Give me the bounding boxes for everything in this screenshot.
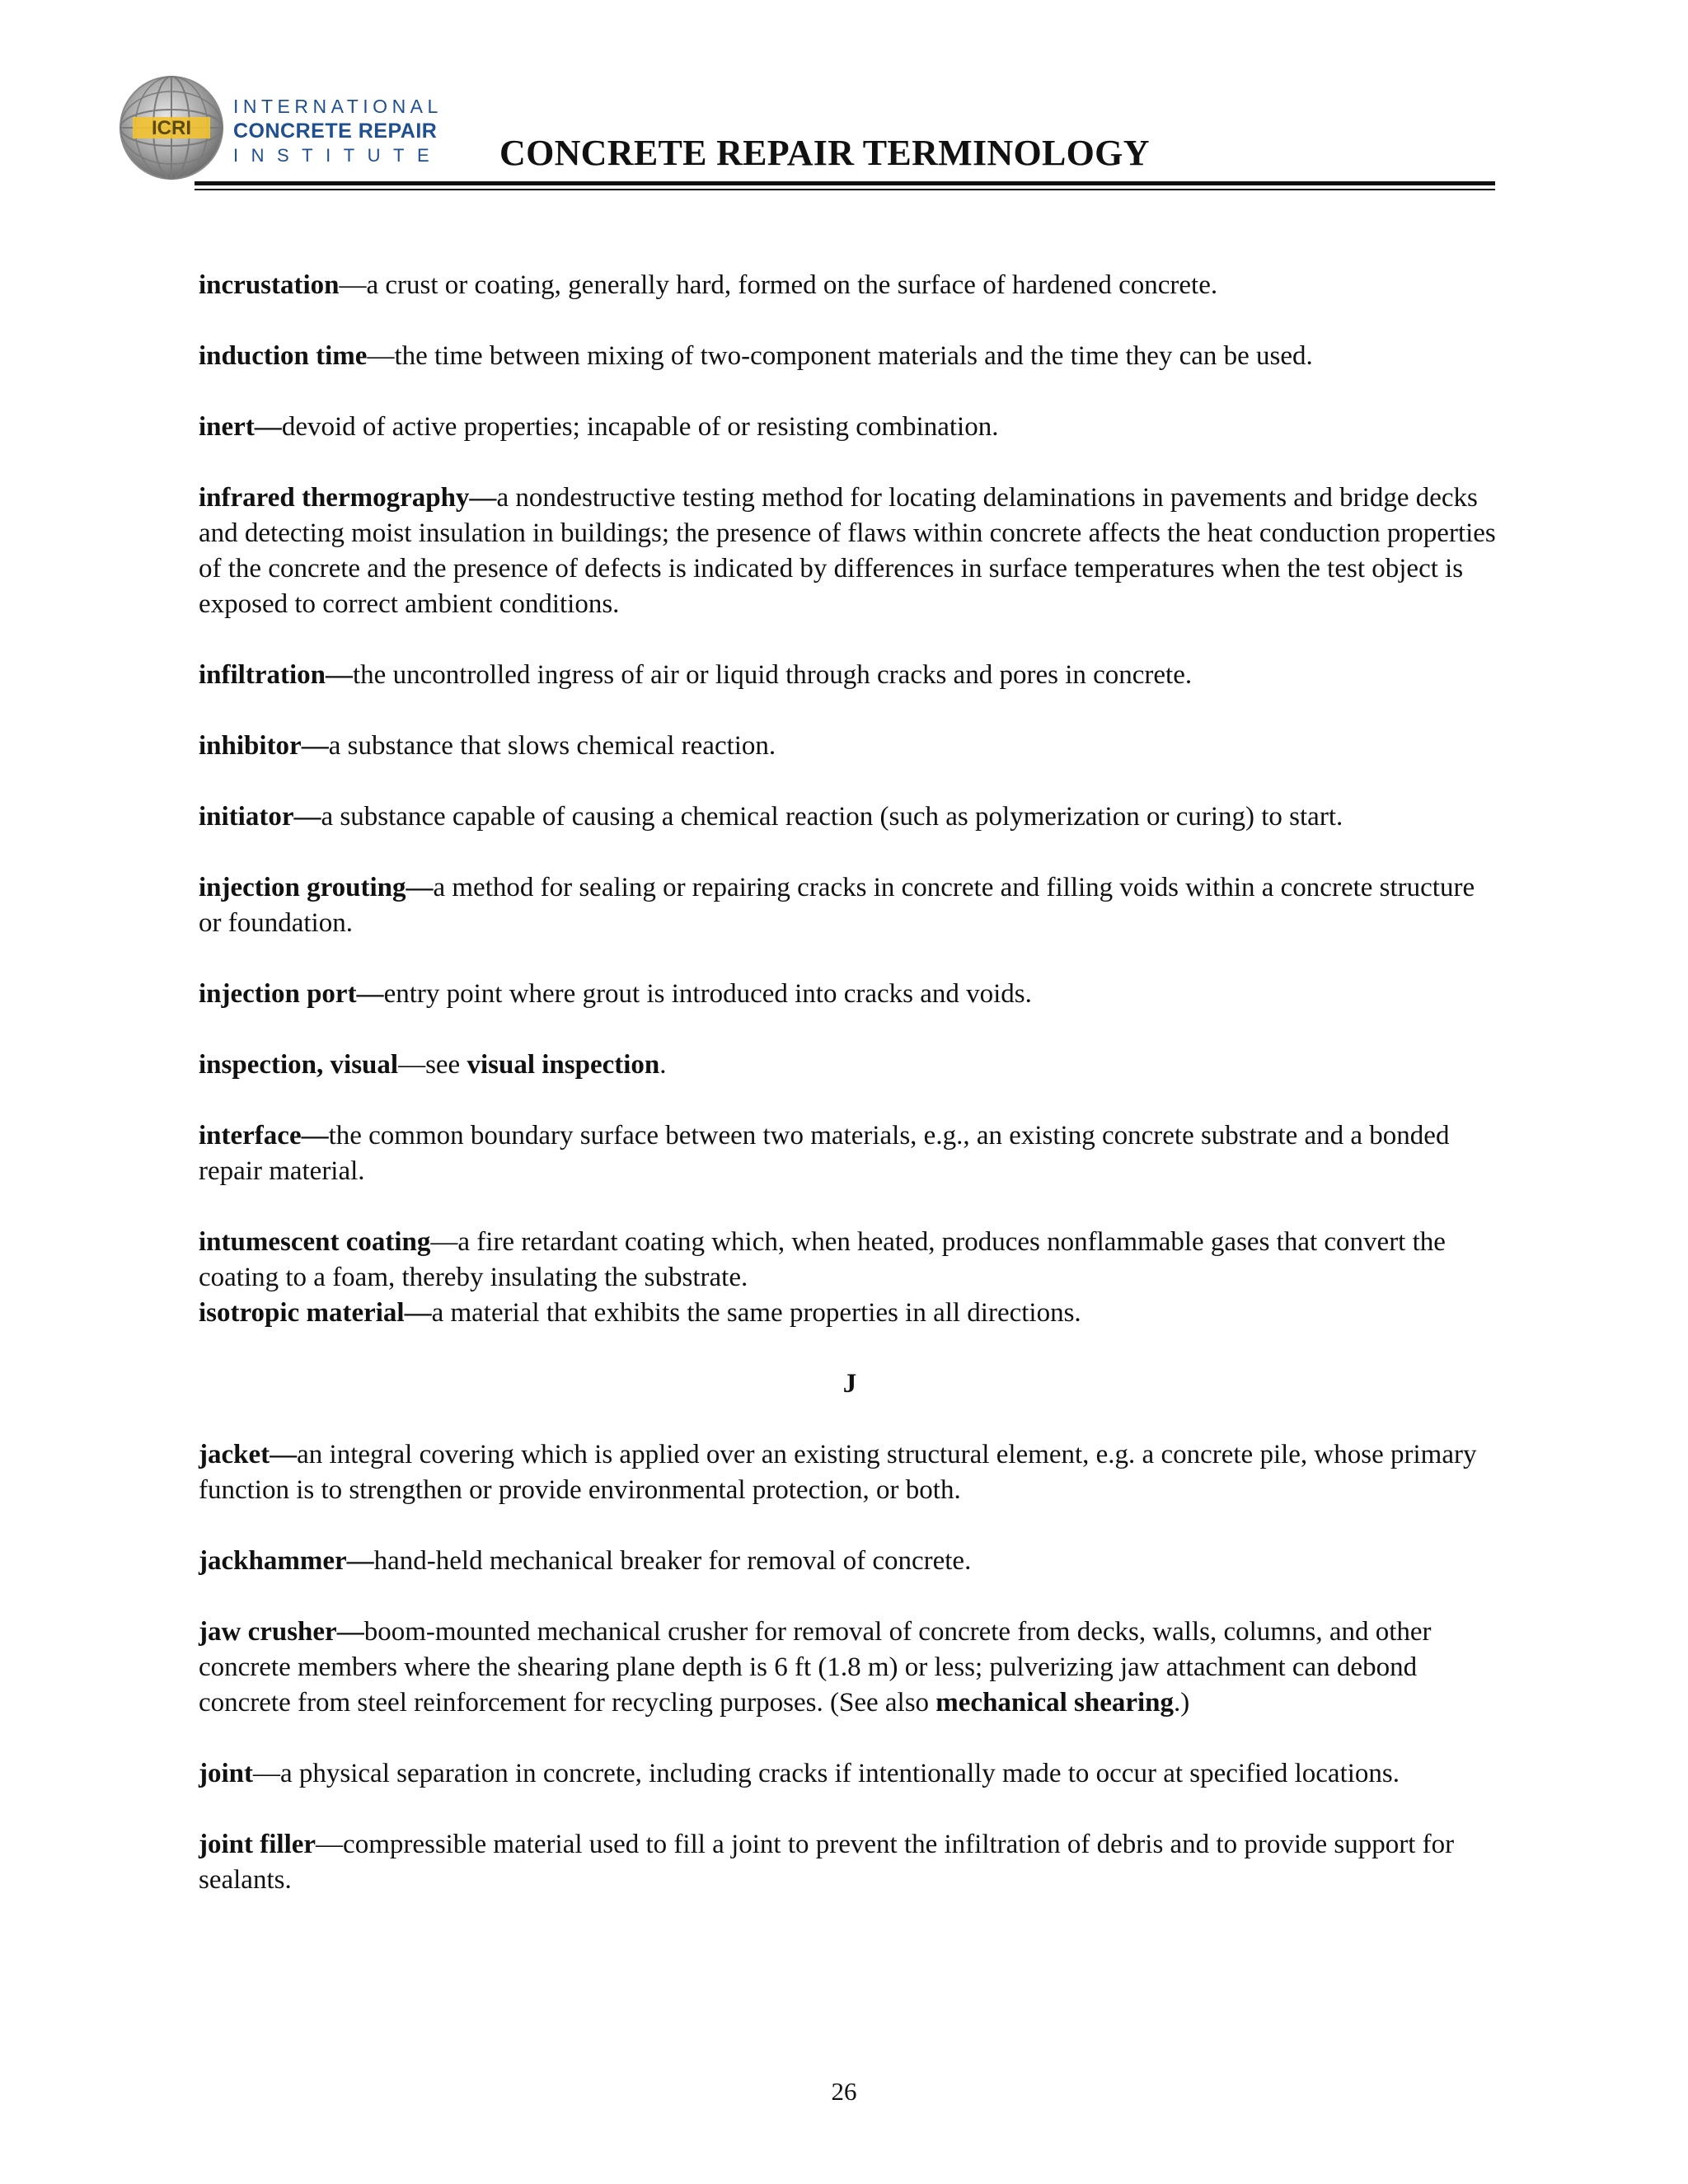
entry-definition: compressible material used to fill a joint to prevent the infiltration of debris and to provide support for sealants. <box>199 1830 1455 1895</box>
entry-end: .) <box>1174 1688 1190 1718</box>
entry-term: inhibitor— <box>199 731 329 761</box>
org-name-line2: CONCRETE REPAIR <box>233 120 438 143</box>
entry-term: incrustation <box>199 270 340 300</box>
org-name-line1: INTERNATIONAL <box>233 96 443 117</box>
glossary-entry <box>199 1756 1501 1792</box>
glossary-entry <box>199 268 1501 303</box>
glossary-entry <box>199 977 1501 1012</box>
glossary-content <box>199 268 1501 1933</box>
entry-separator: — <box>367 341 395 371</box>
entry-term: injection grouting— <box>199 873 434 902</box>
glossary-entry <box>199 1544 1501 1579</box>
organization-name <box>233 94 443 168</box>
entry-term: inspection, visual <box>199 1050 399 1080</box>
glossary-entry <box>199 729 1501 764</box>
entry-term: induction time <box>199 341 368 371</box>
section-letter-j: J <box>842 1369 857 1399</box>
entry-definition: a fire retardant coating which, when heated, produces nonflammable gases that convert the coating to a foam, thereby insulating the substrate. <box>199 1227 1446 1292</box>
glossary-entry <box>199 410 1501 445</box>
header-rule-thick <box>195 181 1495 185</box>
org-name-line3: INSTITUTE <box>233 145 443 166</box>
entry-separator: — <box>339 270 367 300</box>
entry-term: jacket— <box>199 1440 298 1469</box>
entries-i2-group <box>199 1118 1501 1331</box>
entry-definition: a method for sealing or repairing cracks in concrete and filling voids within a concrete structure or foundation. <box>199 873 1475 938</box>
document-title: CONCRETE REPAIR TERMINOLOGY <box>499 133 1150 173</box>
entry-definition: a nondestructive testing method for locating delaminations in pavements and bridge decks and detecting moist insulation in buildings; the presence of flaws within concrete affects the heat conduction properties of the concrete and the presence of defects is indicated by differences in surface temperatures when the test object is exposed to correct ambient conditions. <box>199 483 1496 619</box>
entry-definition: entry point where grout is introduced into cracks and voids. <box>383 979 1032 1009</box>
glossary-entry <box>199 870 1501 941</box>
entry-separator: — <box>398 1050 426 1080</box>
entry-term: infiltration— <box>199 660 353 690</box>
entry-end: . <box>659 1050 667 1080</box>
glossary-entry <box>199 1225 1501 1296</box>
icri-globe-logo <box>118 74 225 181</box>
entry-cross-reference: mechanical shearing <box>935 1688 1175 1718</box>
entry-definition: a physical separation in concrete, including cracks if intentionally made to occur at specified locations. <box>280 1759 1400 1788</box>
entry-separator: — <box>316 1830 344 1859</box>
glossary-entry <box>199 799 1501 835</box>
entry-term: intumescent coating <box>199 1227 431 1257</box>
entry-definition: the time between mixing of two-component materials and the time they can be used. <box>394 341 1313 371</box>
entry-term: isotropic material— <box>199 1298 432 1328</box>
entries-i-group <box>199 268 1501 1012</box>
glossary-entry-jaw-crusher <box>199 1615 1501 1721</box>
entry-definition: the uncontrolled ingress of air or liquid through cracks and pores in concrete. <box>353 660 1193 690</box>
entry-term: joint filler <box>199 1830 316 1859</box>
entry-term: initiator— <box>199 802 321 832</box>
entries-j2-group <box>199 1756 1501 1898</box>
entry-separator: — <box>430 1227 458 1257</box>
entry-term: interface— <box>199 1121 329 1151</box>
glossary-entry <box>199 339 1501 374</box>
entry-definition: hand-held mechanical breaker for removal of concrete. <box>373 1546 972 1576</box>
entries-j-group <box>199 1437 1501 1579</box>
entry-definition: the common boundary surface between two materials, e.g., an existing concrete substrate and a bonded repair material. <box>199 1121 1450 1186</box>
entry-definition: a material that exhibits the same properties in all directions. <box>431 1298 1081 1328</box>
entry-term: jaw crusher— <box>199 1617 364 1647</box>
glossary-entry <box>199 1437 1501 1508</box>
page-header <box>0 0 1688 198</box>
entry-definition: a crust or coating, generally hard, formed on the surface of hardened concrete. <box>366 270 1218 300</box>
entry-term: injection port— <box>199 979 384 1009</box>
glossary-entry <box>199 1296 1501 1331</box>
entry-term: jackhammer— <box>199 1546 374 1576</box>
header-rule-thin <box>195 189 1495 190</box>
entry-separator: — <box>253 1759 280 1788</box>
glossary-entry-inspection-visual <box>199 1047 1501 1083</box>
svg-text:ICRI: ICRI <box>152 117 191 139</box>
entry-definition: devoid of active properties; incapable of or resisting combination. <box>281 412 999 442</box>
entry-definition: a substance capable of causing a chemical reaction (such as polymerization or curing) to start. <box>321 802 1343 832</box>
entry-definition: boom-mounted mechanical crusher for removal of concrete from decks, walls, columns, and other concrete members where the shearing plane depth is 6 ft (1.8 m) or less; pulverizing jaw attachment can debond concrete from steel reinforcement for recycling purposes. (See also <box>199 1617 1432 1718</box>
glossary-entry <box>199 658 1501 693</box>
entry-term: infrared thermography— <box>199 483 497 513</box>
glossary-entry <box>199 480 1501 622</box>
entry-see-text: see <box>425 1050 467 1080</box>
entry-definition: a substance that slows chemical reaction. <box>328 731 776 761</box>
entry-definition: an integral covering which is applied over an existing structural element, e.g. a concrete pile, whose primary function is to strengthen or provide environmental protection, or both. <box>199 1440 1477 1505</box>
entry-cross-reference: visual inspection <box>467 1050 660 1080</box>
glossary-entry <box>199 1827 1501 1898</box>
entry-term: inert— <box>199 412 282 442</box>
entry-term: joint <box>199 1759 253 1788</box>
glossary-entry <box>199 1118 1501 1189</box>
page-number: 26 <box>831 2077 857 2106</box>
